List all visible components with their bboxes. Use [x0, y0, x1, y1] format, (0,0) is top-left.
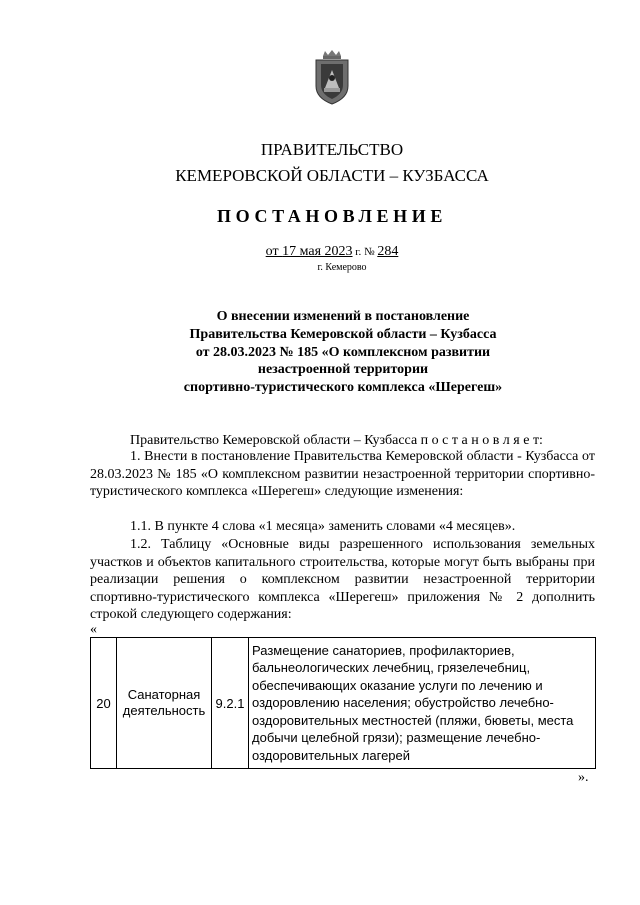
activity-description-cell: Размещение санаториев, профилакториев, бальнеологических лечебниц, грязелечебниц, обеспечивающих оказание услуги по лечению и оздоровлению населения; обустройство лечебно-оздоровительных местностей (пляжи, бюветы, места добычи целебной грязи); размещение лечебно-оздоровительных лагерей: [249, 638, 596, 769]
item-1-paragraph: 1. Внести в постановление Правительства Кемеровской области - Кузбасса от 28.03.2023 № 185 «О комплексном развитии незастроенной территории спортивно-туристического комплекса «Шерегеш» следующие изменения:: [90, 449, 595, 499]
quote-close-mark: ».: [578, 770, 589, 785]
table-row: [91, 638, 596, 769]
subject-line: незастроенной территории: [257, 362, 429, 378]
coat-of-arms-icon: [312, 48, 352, 106]
document-number: 284: [377, 244, 399, 259]
government-title-line2: КЕМЕРОВСКОЙ ОБЛАСТИ – КУЗБАССА: [175, 166, 489, 185]
row-number-cell: 20: [91, 638, 117, 769]
city-label: г. Кемерово: [317, 262, 367, 273]
year-suffix: г.: [352, 246, 362, 258]
date-prefix: от: [265, 244, 283, 259]
quote-open-mark: «: [90, 622, 97, 637]
government-title-line1: ПРАВИТЕЛЬСТВО: [260, 140, 404, 159]
amendment-table: [90, 637, 596, 769]
item-1-1-paragraph: 1.1. В пункте 4 слова «1 месяца» заменить словами «4 месяцев».: [130, 519, 516, 534]
subject-line: О внесении изменений в постановление: [216, 309, 470, 324]
number-sign: №: [361, 246, 378, 258]
subject-line: от 28.03.2023 № 185 «О комплексном развитии: [195, 344, 491, 360]
subject-line: Правительства Кемеровской области – Кузбасса: [189, 326, 497, 342]
activity-code-cell: 9.2.1: [212, 638, 249, 769]
activity-name-cell: Санаторная деятельность: [117, 638, 212, 769]
document-type: ПОСТАНОВЛЕНИЕ: [217, 206, 447, 226]
item-1-2-paragraph: 1.2. Таблицу «Основные виды разрешенного использования земельных участков и объектов капитального строительства, которые могут быть выбраны при реализации решения о комплексном развитии незастроенной территории спортивно-туристического комплекса «Шерегеш» приложения № 2 дополнить строкой следующего содержания:: [90, 537, 595, 622]
subject-line: спортивно-туристического комплекса «Шерегеш»: [183, 380, 503, 396]
document-subject: [140, 308, 546, 397]
document-date: 17 мая 2023: [282, 244, 353, 259]
document-date-line: [0, 244, 640, 260]
intro-paragraph: Правительство Кемеровской области – Кузбасса п о с т а н о в л я е т:: [130, 433, 543, 448]
